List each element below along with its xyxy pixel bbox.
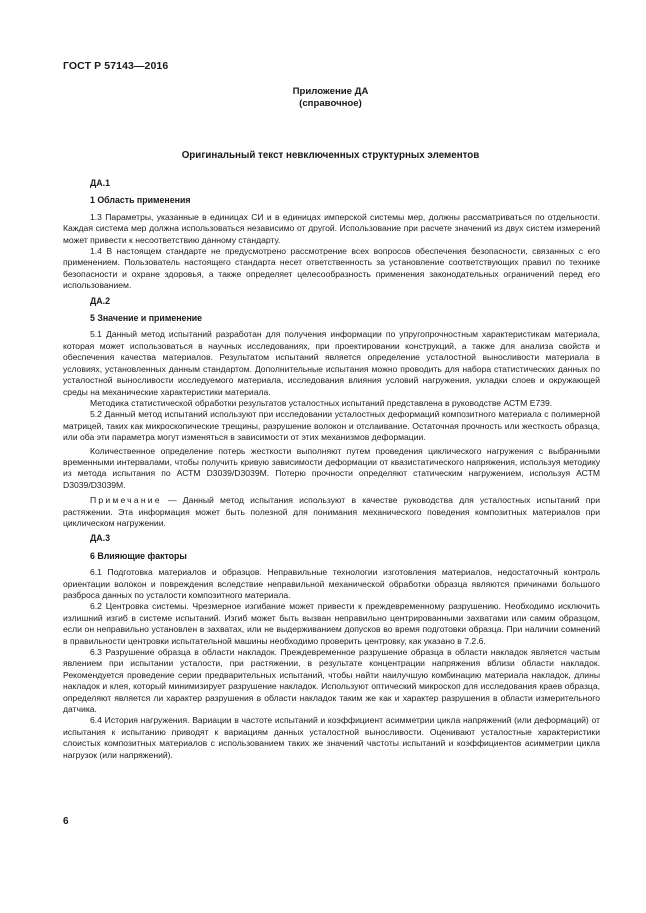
appendix-heading [63,86,598,109]
paragraph: 6.4 История нагружения. Вариации в частоте испытаний и коэффициент асимметрии цикла напряжений (или деформаций) от испытания к испытанию приводят к вариациям данных усталостной выносливости. Оценивают усталостные характеристики слоистых композитных материалов с использованием таких же значений частоты испытаний и коэффициентов асимметрии цикла нагрузок (или напряжений). [63,715,600,760]
section-id: ДА.3 [90,533,110,544]
appendix-subtitle: (справочное) [299,97,362,109]
paragraph: Методика статистической обработки результатов усталостных испытаний представлена в руководстве АСТМ Е739. [90,397,553,408]
page-number: 6 [63,816,69,827]
paragraph: Количественное определение потерь жесткости выполняют путем проведения циклического нагружения с выбранными временными интервалами, чтобы получить кривую зависимости деформации от квазистатического напряжения, используя методику из метода испытания по АСТМ D3039/D3039M. Потерю прочности определяют статическим нагружением, используя АСТМ D3039/D3039M. [63,445,600,490]
paragraph: 5.1 Данный метод испытаний разработан для получения информации по упругопрочностным характеристикам материала, которая может использоваться в научных исследованиях, при проектировании конструкций, а также для анализа свойств и обеспечения качества материалов. Результатом испытаний является определение усталостной выносливости материала в условиях, установленных данным стандартом. Дополнительные испытания можно проводить для набора статистических данных по усталостной выносливости исследуемого материала, исследования влияния условий нагружения, укладки слоев и окружающей среды на механические характеристики материала. [63,329,600,397]
paragraph: 1.4 В настоящем стандарте не предусмотрено рассмотрение всех вопросов обеспечения безопасности, связанных с его применением. Пользователь настоящего стандарта несет ответственность за установление соответствующих правил по технике безопасности и охране здоровья, а также определяет целесообразность применения законодательных ограничений перед его использованием. [63,246,600,291]
appendix-title: Приложение ДА [292,86,369,97]
paragraph: 6.1 Подготовка материалов и образцов. Неправильные технологии изготовления материалов, недостаточный контроль ориентации волокон и повреждения вследствие неправильной механической обработки образца являются причинами большого разброса данных по усталости композитного материала. [63,567,600,600]
note-paragraph [63,495,600,529]
section-id: ДА.1 [90,178,110,188]
document-body [63,178,600,761]
note-text: — Данный метод испытания используют в качестве руководства для усталостных испытаний при растяжении. Эта информация может быть полезной для понимания механического поведения композитных материалов при циклическом нагружении. [63,495,600,528]
paragraph: 6.3 Разрушение образца в области накладок. Преждевременное разрушение образца в области накладок является частым явлением при испытании усталости, при растяжении, в результате концентрации напряжения вблизи области накладок. Рекомендуется проведение серии предварительных испытаний, чтобы найти наилучшую комбинацию материала накладок, длины накладок и клея, который минимизирует разрушение накладок. Используют оптический микроскоп для исследования краев образца, определяют является ли характер разрушения в области накладок таким же как и характер разрушения в области измерительного датчика. [63,647,600,715]
paragraph: 5.2 Данный метод испытаний используют при исследовании усталостных деформаций композитного материала с полимерной матрицей, таких как микроскопические трещины, разрушение волокон и отслаивание. Остаточная прочность или жесткость образца, или оба эти параметра могут изменяться в зависимости от этих механизмов деформации. [63,409,600,443]
section-title: 1 Область применения [90,195,191,206]
section-title: 6 Влияющие факторы [90,550,187,561]
document-code-header: ГОСТ Р 57143—2016 [63,60,169,72]
section-id: ДА.2 [90,295,110,306]
main-title: Оригинальный текст невключенных структурных элементов [181,150,480,161]
note-label: Примечание [90,495,162,506]
paragraph: 1.3 Параметры, указанные в единицах СИ и в единицах имперской системы мер, должны рассматриваться по отдельности. Каждая система мер должна использоваться независимо от другой. Использование при расчете значений из двух систем измерений может привести к несоответствию данному стандарту. [63,211,600,245]
paragraph: 6.2 Центровка системы. Чрезмерное изгибание может привести к преждевременному разрушению. Необходимо исключить излишний изгиб в системе испытаний. Изгиб может быть вызван неправильно центрированными захватами или самим образцом, если он неправильно установлен в захватах, или не выдерживанием допусков во время подготовки образца. При наличии сомнений в правильности центровки испытательной машины необходимо проверить центровку, как указано в 7.2.6. [63,601,600,646]
section-title: 5 Значение и применение [90,313,203,324]
